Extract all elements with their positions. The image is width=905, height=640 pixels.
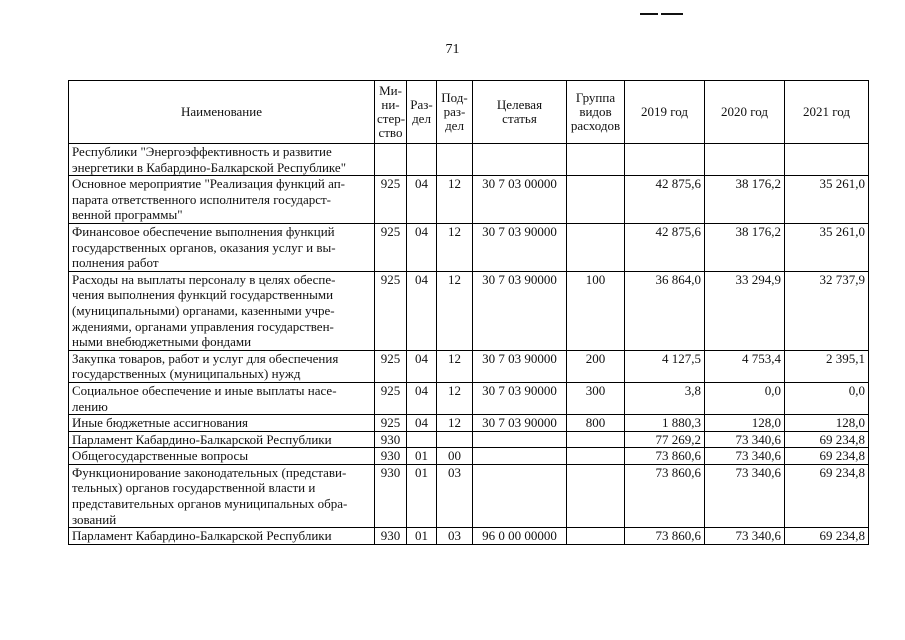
cell-section: 04 bbox=[407, 382, 437, 414]
cell-target: 96 0 00 00000 bbox=[473, 528, 567, 545]
table-row bbox=[69, 176, 869, 224]
cell-2019: 77 269,2 bbox=[625, 431, 705, 448]
cell-2020: 38 176,2 bbox=[705, 176, 785, 224]
cell-name-line: Финансовое обеспечение выполнения функций bbox=[72, 223, 335, 239]
header-name: Наименование bbox=[69, 81, 375, 144]
cell-name-line: ждениями, органами управления государствен- bbox=[72, 318, 334, 334]
cell-2020: 33 294,9 bbox=[705, 271, 785, 350]
cell-subsection bbox=[437, 144, 473, 176]
cell-name bbox=[69, 464, 375, 527]
cell-target bbox=[473, 448, 567, 465]
cell-subsection: 12 bbox=[437, 382, 473, 414]
cell-2021: 2 395,1 bbox=[785, 350, 869, 382]
cell-2021: 35 261,0 bbox=[785, 176, 869, 224]
cell-section: 04 bbox=[407, 223, 437, 271]
cell-2021: 69 234,8 bbox=[785, 464, 869, 527]
cell-2019: 4 127,5 bbox=[625, 350, 705, 382]
cell-group bbox=[567, 448, 625, 465]
cell-2020: 73 340,6 bbox=[705, 431, 785, 448]
cell-target: 30 7 03 90000 bbox=[473, 271, 567, 350]
cell-name-line: государственных органов, оказания услуг и вы- bbox=[72, 239, 336, 255]
cell-name-line: лению bbox=[72, 398, 108, 414]
cell-2021: 69 234,8 bbox=[785, 528, 869, 545]
header-ministry: Ми- ни- стер- ство bbox=[375, 81, 407, 144]
cell-group bbox=[567, 431, 625, 448]
table-row bbox=[69, 415, 869, 432]
cell-ministry: 925 bbox=[375, 176, 407, 224]
cell-2021: 69 234,8 bbox=[785, 448, 869, 465]
cell-section bbox=[407, 431, 437, 448]
cell-2019: 1 880,3 bbox=[625, 415, 705, 432]
table-row bbox=[69, 448, 869, 465]
cell-2020: 73 340,6 bbox=[705, 528, 785, 545]
cell-subsection: 12 bbox=[437, 415, 473, 432]
cell-section: 01 bbox=[407, 528, 437, 545]
cell-subsection: 12 bbox=[437, 350, 473, 382]
cell-2020: 73 340,6 bbox=[705, 448, 785, 465]
cell-group bbox=[567, 176, 625, 224]
cell-name bbox=[69, 176, 375, 224]
cell-name-line: чения выполнения функций государственными bbox=[72, 287, 334, 303]
cell-ministry: 930 bbox=[375, 528, 407, 545]
cell-group: 300 bbox=[567, 382, 625, 414]
table-row bbox=[69, 464, 869, 527]
cell-subsection: 03 bbox=[437, 528, 473, 545]
header-group: Группа видов расходов bbox=[567, 81, 625, 144]
cell-target: 30 7 03 00000 bbox=[473, 176, 567, 224]
cell-2020: 0,0 bbox=[705, 382, 785, 414]
table-row bbox=[69, 271, 869, 350]
cell-section: 04 bbox=[407, 350, 437, 382]
cell-name bbox=[69, 448, 375, 465]
cell-target: 30 7 03 90000 bbox=[473, 382, 567, 414]
table-row bbox=[69, 144, 869, 176]
cell-2021: 69 234,8 bbox=[785, 431, 869, 448]
cell-subsection bbox=[437, 431, 473, 448]
cell-section: 01 bbox=[407, 448, 437, 465]
cell-name-line: Закупка товаров, работ и услуг для обеспечения bbox=[72, 350, 339, 366]
cell-target: 30 7 03 90000 bbox=[473, 223, 567, 271]
cell-2020: 38 176,2 bbox=[705, 223, 785, 271]
cell-2021: 128,0 bbox=[785, 415, 869, 432]
cell-2019: 42 875,6 bbox=[625, 223, 705, 271]
cell-name-line: (муниципальными) органами, казенными учре- bbox=[72, 302, 335, 318]
cell-name-line: Общегосударственные вопросы bbox=[72, 448, 249, 464]
cell-2021: 0,0 bbox=[785, 382, 869, 414]
cell-group bbox=[567, 464, 625, 527]
cell-subsection: 00 bbox=[437, 448, 473, 465]
cell-target bbox=[473, 431, 567, 448]
cell-target: 30 7 03 90000 bbox=[473, 350, 567, 382]
table-row bbox=[69, 528, 869, 545]
table-row bbox=[69, 350, 869, 382]
cell-group bbox=[567, 144, 625, 176]
cell-2021 bbox=[785, 144, 869, 176]
table-row bbox=[69, 431, 869, 448]
cell-name bbox=[69, 382, 375, 414]
cell-section: 04 bbox=[407, 176, 437, 224]
cell-subsection: 12 bbox=[437, 223, 473, 271]
cell-name-line: государственных (муниципальных) нужд bbox=[72, 366, 301, 382]
cell-2020: 73 340,6 bbox=[705, 464, 785, 527]
cell-2019: 42 875,6 bbox=[625, 176, 705, 224]
cell-name bbox=[69, 350, 375, 382]
cell-ministry: 930 bbox=[375, 431, 407, 448]
cell-name-line: Основное мероприятие "Реализация функций ап- bbox=[72, 176, 345, 192]
cell-ministry: 925 bbox=[375, 382, 407, 414]
cell-name-line: Функционирование законодательных (представи- bbox=[72, 464, 347, 480]
cell-2020: 4 753,4 bbox=[705, 350, 785, 382]
cell-subsection: 03 bbox=[437, 464, 473, 527]
cell-ministry: 925 bbox=[375, 223, 407, 271]
cell-2019: 3,8 bbox=[625, 382, 705, 414]
header-section: Раз- дел bbox=[407, 81, 437, 144]
cell-name-line: Расходы на выплаты персоналу в целях обеспе- bbox=[72, 271, 336, 287]
cell-target bbox=[473, 144, 567, 176]
budget-table bbox=[68, 80, 869, 545]
cell-group: 100 bbox=[567, 271, 625, 350]
cell-section: 04 bbox=[407, 415, 437, 432]
cell-name bbox=[69, 144, 375, 176]
cell-ministry bbox=[375, 144, 407, 176]
cell-subsection: 12 bbox=[437, 176, 473, 224]
cell-group: 200 bbox=[567, 350, 625, 382]
table-row bbox=[69, 223, 869, 271]
cell-name-line: тельных) органов государственной власти и bbox=[72, 480, 316, 496]
cell-group bbox=[567, 223, 625, 271]
cell-ministry: 925 bbox=[375, 415, 407, 432]
header-target: Целевая статья bbox=[473, 81, 567, 144]
cell-name-line: Республики "Энергоэффективность и развитие bbox=[72, 144, 332, 159]
cell-section: 01 bbox=[407, 464, 437, 527]
cell-2019 bbox=[625, 144, 705, 176]
header-subsection: Под- раз- дел bbox=[437, 81, 473, 144]
cell-name-line: представительных органов муниципальных обра- bbox=[72, 496, 348, 512]
header-2019: 2019 год bbox=[625, 81, 705, 144]
cell-target bbox=[473, 464, 567, 527]
cell-group: 800 bbox=[567, 415, 625, 432]
cell-ministry: 925 bbox=[375, 271, 407, 350]
cell-2021: 35 261,0 bbox=[785, 223, 869, 271]
cell-name-line: зований bbox=[72, 511, 117, 527]
cell-name-line: ными внебюджетными фондами bbox=[72, 334, 252, 350]
cell-name-line: Парламент Кабардино-Балкарской Республики bbox=[72, 528, 332, 544]
cell-ministry: 930 bbox=[375, 464, 407, 527]
cell-name bbox=[69, 431, 375, 448]
cell-2019: 73 860,6 bbox=[625, 528, 705, 545]
table-row bbox=[69, 382, 869, 414]
cell-subsection: 12 bbox=[437, 271, 473, 350]
cell-name-line: полнения работ bbox=[72, 255, 159, 271]
cell-name-line: энергетики в Кабардино-Балкарской Республике" bbox=[72, 159, 346, 175]
cell-group bbox=[567, 528, 625, 545]
cell-name bbox=[69, 415, 375, 432]
cell-2020 bbox=[705, 144, 785, 176]
cell-2021: 32 737,9 bbox=[785, 271, 869, 350]
cell-name-line: венной программы" bbox=[72, 207, 183, 223]
table-header-row bbox=[69, 81, 869, 144]
cell-name-line: Иные бюджетные ассигнования bbox=[72, 415, 249, 431]
page-number: 71 bbox=[445, 42, 460, 57]
cell-section: 04 bbox=[407, 271, 437, 350]
cell-ministry: 925 bbox=[375, 350, 407, 382]
cell-2019: 73 860,6 bbox=[625, 448, 705, 465]
cell-target: 30 7 03 90000 bbox=[473, 415, 567, 432]
cell-section bbox=[407, 144, 437, 176]
cell-2020: 128,0 bbox=[705, 415, 785, 432]
cell-name-line: парата ответственного исполнителя государст- bbox=[72, 191, 332, 207]
cell-name-line: Социальное обеспечение и иные выплаты насе- bbox=[72, 382, 337, 398]
cell-name bbox=[69, 223, 375, 271]
cell-2019: 36 864,0 bbox=[625, 271, 705, 350]
header-2021: 2021 год bbox=[785, 81, 869, 144]
header-2020: 2020 год bbox=[705, 81, 785, 144]
cell-name bbox=[69, 528, 375, 545]
cell-2019: 73 860,6 bbox=[625, 464, 705, 527]
top-rule-marks bbox=[640, 2, 686, 4]
cell-name-line: Парламент Кабардино-Балкарской Республики bbox=[72, 431, 332, 447]
cell-name bbox=[69, 271, 375, 350]
cell-ministry: 930 bbox=[375, 448, 407, 465]
